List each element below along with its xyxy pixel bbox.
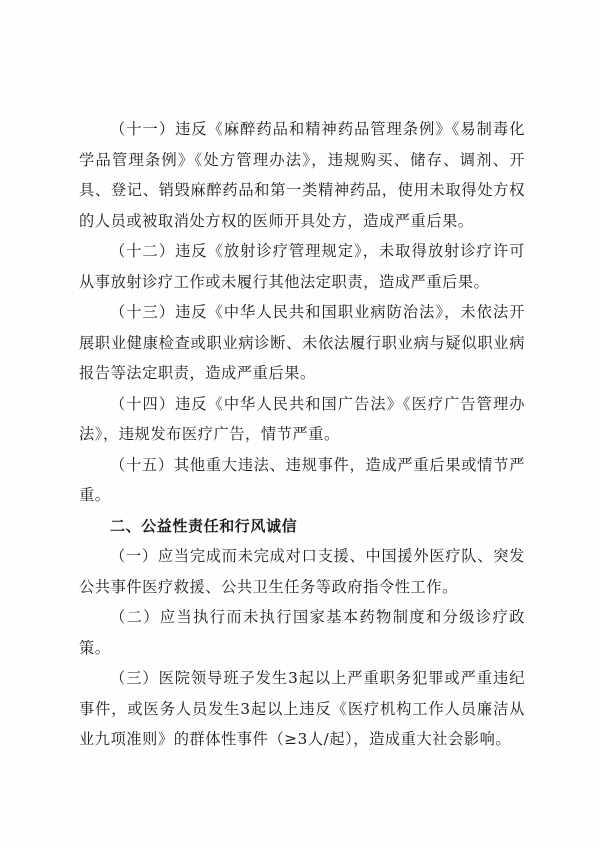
paragraph-item-14: （十四）违反《中华人民共和国广告法》《医疗广告管理办法》，违规发布医疗广告，情节严重。 <box>79 394 525 443</box>
paragraph-item-1: （一）应当完成而未完成对口支援、中国援外医疗队、突发公共事件医疗救援、公共卫生任务等政府指令性工作。 <box>79 547 525 596</box>
paragraph-item-12: （十二）违反《放射诊疗管理规定》，未取得放射诊疗许可从事放射诊疗工作或未履行其他法定职责，造成严重后果。 <box>79 242 525 291</box>
paragraph-item-3: （三）医院领导班子发生3起以上严重职务犯罪或严重违纪事件，或医务人员发生3起以上违反《医疗机构工作人员廉洁从业九项准则》的群体性事件（≥3人/起），造成重大社会影响。 <box>79 669 525 748</box>
section-heading: 二、公益性责任和行风诚信 <box>110 516 298 535</box>
document-body <box>79 114 525 755</box>
paragraph-item-11: （十一）违反《麻醉药品和精神药品管理条例》《易制毒化学品管理条例》《处方管理办法》，违规购买、储存、调剂、开具、登记、销毁麻醉药品和第一类精神药品，使用未取得处方权的人员或被取消处方权的医师开具处方，造成严重后果。 <box>79 120 525 230</box>
paragraph-item-13: （十三）违反《中华人民共和国职业病防治法》，未依法开展职业健康检查或职业病诊断、未依法履行职业病与疑似职业病报告等法定职责，造成严重后果。 <box>79 303 525 382</box>
paragraph-item-15: （十五）其他重大违法、违规事件，造成严重后果或情节严重。 <box>79 455 525 504</box>
paragraph-item-2: （二）应当执行而未执行国家基本药物制度和分级诊疗政策。 <box>79 608 525 657</box>
